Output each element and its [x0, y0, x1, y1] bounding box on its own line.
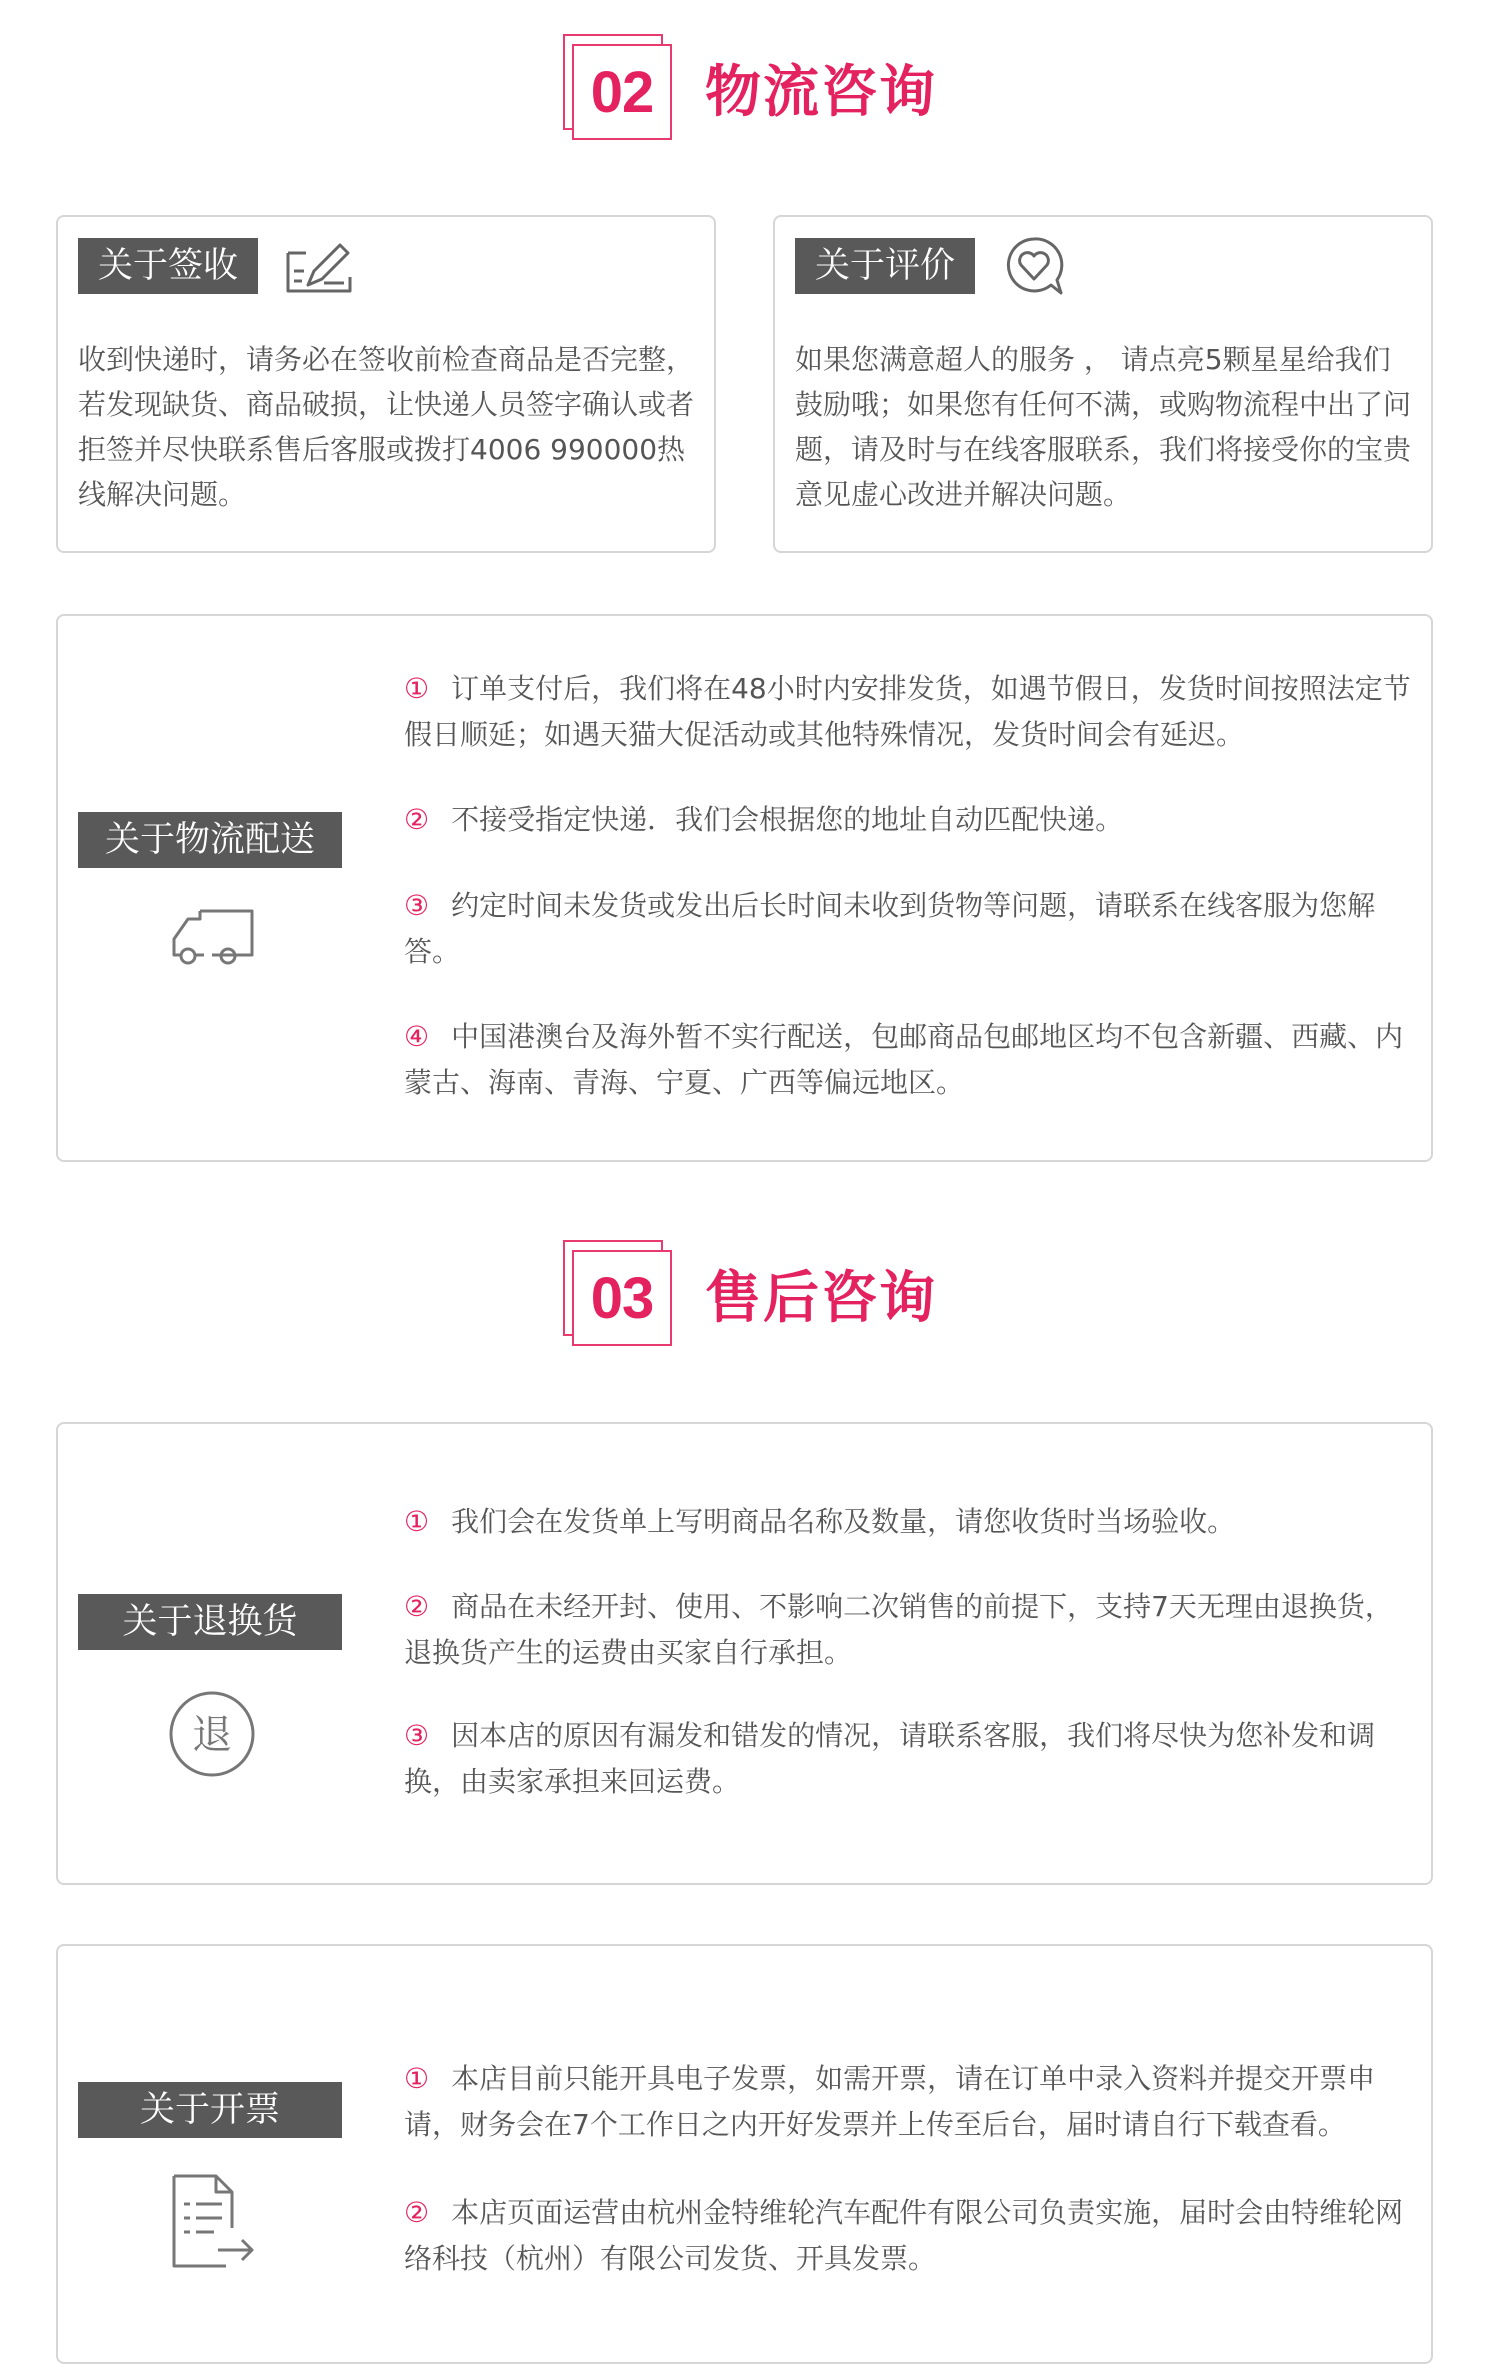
- section-number: 03: [590, 1265, 654, 1331]
- item-number: ②: [404, 1590, 430, 1623]
- returns-item: [404, 1713, 1414, 1805]
- item-text: 商品在未经开封、使用、不影响二次销售的前提下，支持7天无理由退换货，退换货产生的运费由买家自行承担。: [404, 1590, 1393, 1669]
- invoice-card: [56, 1944, 1433, 2364]
- delivery-tag: 关于物流配送: [78, 812, 342, 868]
- invoice-item: [404, 2056, 1414, 2148]
- invoice-item: [404, 2190, 1414, 2282]
- section-number-badge: [563, 34, 671, 138]
- delivery-item: [404, 797, 1414, 843]
- truck-icon: [166, 899, 262, 971]
- delivery-item: [404, 1014, 1414, 1106]
- item-text: 中国港澳台及海外暂不实行配送，包邮商品包邮地区均不包含新疆、西藏、内蒙古、海南、青海、宁夏、广西等偏远地区。: [404, 1020, 1404, 1099]
- returns-item: [404, 1584, 1414, 1676]
- item-text: 订单支付后，我们将在48小时内安排发货，如遇节假日，发货时间按照法定节假日顺延；如遇天猫大促活动或其他特殊情况，发货时间会有延迟。: [404, 672, 1411, 751]
- aftersale-section-header: [0, 1240, 1500, 1350]
- sign-text: 收到快递时，请务必在签收前检查商品是否完整，若发现缺货、商品破损，让快递人员签字确认或者拒签并尽快联系售后客服或拨打4006 990000热线解决问题。: [78, 343, 695, 511]
- return-icon-char: 退: [192, 1712, 232, 1758]
- invoice-tag: 关于开票: [78, 2082, 342, 2138]
- item-text: 我们会在发货单上写明商品名称及数量，请您收货时当场验收。: [451, 1505, 1236, 1538]
- item-number: ③: [404, 889, 430, 922]
- item-number: ①: [404, 672, 430, 705]
- logistics-section-header: [0, 34, 1500, 144]
- section-title: 物流咨询: [705, 60, 937, 125]
- section-number: 02: [590, 59, 654, 125]
- item-number: ③: [404, 1719, 430, 1752]
- item-number: ②: [404, 2196, 430, 2229]
- item-number: ①: [404, 2062, 430, 2095]
- delivery-card: [56, 614, 1433, 1162]
- returns-item: [404, 1499, 1414, 1545]
- returns-card: [56, 1422, 1433, 1885]
- item-text: 本店目前只能开具电子发票，如需开票，请在订单中录入资料并提交开票申请，财务会在7个工作日之内开好发票并上传至后台，届时请自行下载查看。: [404, 2062, 1376, 2141]
- item-text: 约定时间未发货或发出后长时间未收到货物等问题，请联系在线客服为您解答。: [404, 889, 1376, 968]
- review-tag: 关于评价: [795, 238, 975, 294]
- sign-tag: 关于签收: [78, 238, 258, 294]
- item-number: ②: [404, 803, 430, 836]
- delivery-item: [404, 666, 1414, 758]
- item-text: 不接受指定快递．我们会根据您的地址自动匹配快递。: [451, 803, 1124, 836]
- review-card: [773, 215, 1433, 553]
- delivery-item: [404, 883, 1414, 975]
- signature-icon: [284, 237, 356, 299]
- section-number-badge: [563, 1240, 671, 1344]
- heart-chat-icon: [1003, 235, 1065, 297]
- item-text: 因本店的原因有漏发和错发的情况，请联系客服，我们将尽快为您补发和调换，由卖家承担来回运费。: [404, 1719, 1376, 1798]
- review-text: 如果您满意超人的服务 ， 请点亮5颗星星给我们鼓励哦；如果您有任何不满，或购物流程中出了问题，请及时与在线客服联系，我们将接受你的宝贵意见虚心改进并解决问题。: [795, 343, 1412, 511]
- returns-tag: 关于退换货: [78, 1594, 342, 1650]
- invoice-document-icon: [166, 2172, 258, 2272]
- item-number: ④: [404, 1020, 430, 1053]
- item-text: 本店页面运营由杭州金特维轮汽车配件有限公司负责实施，届时会由特维轮网络科技（杭州）有限公司发货、开具发票。: [404, 2196, 1404, 2275]
- sign-card: [56, 215, 716, 553]
- item-number: ①: [404, 1505, 430, 1538]
- section-title: 售后咨询: [705, 1266, 937, 1331]
- return-icon: [166, 1688, 258, 1780]
